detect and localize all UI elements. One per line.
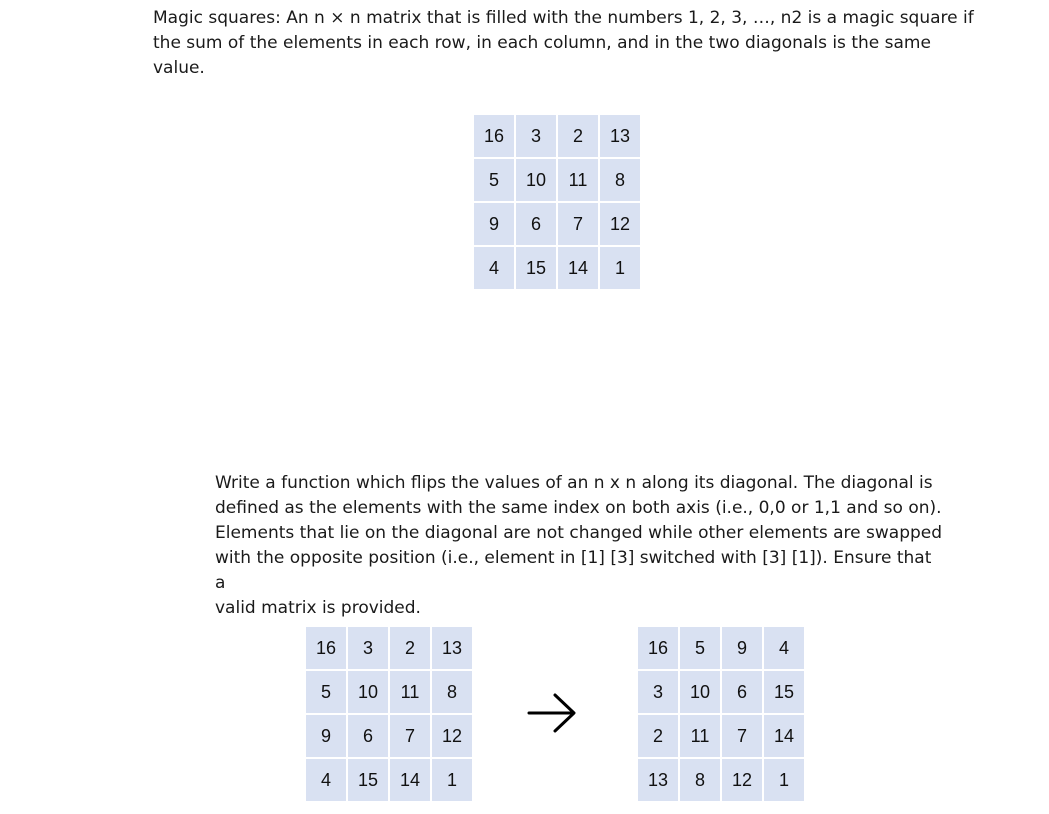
magic-square-cell: 10 <box>516 159 556 201</box>
output-matrix-cell: 3 <box>638 671 678 713</box>
magic-square-cell: 8 <box>600 159 640 201</box>
input-matrix-cell: 5 <box>306 671 346 713</box>
task-line: valid matrix is provided. <box>215 598 421 618</box>
input-matrix-cell: 3 <box>348 627 388 669</box>
task-line: Elements that lie on the diagonal are not changed while other elements are swapped <box>215 523 943 543</box>
output-matrix-cell: 10 <box>680 671 720 713</box>
task-line: with the opposite position (i.e., element in [1] [3] switched with [3] [1]). Ensure that a <box>215 548 932 593</box>
magic-square-cell: 2 <box>558 115 598 157</box>
right-arrow-icon <box>525 688 581 738</box>
magic-square-cell: 3 <box>516 115 556 157</box>
magic-square-cell: 11 <box>558 159 598 201</box>
intro-line: the sum of the elements in each row, in each column, and in the two diagonals is the same <box>153 33 931 53</box>
input-matrix-cell: 1 <box>432 759 472 801</box>
magic-square-cell: 13 <box>600 115 640 157</box>
output-matrix-cell: 2 <box>638 715 678 757</box>
input-matrix-cell: 7 <box>390 715 430 757</box>
output-matrix-cell: 8 <box>680 759 720 801</box>
output-matrix-cell: 7 <box>722 715 762 757</box>
intro-paragraph <box>153 6 1033 81</box>
input-matrix-cell: 2 <box>390 627 430 669</box>
output-matrix-cell: 4 <box>764 627 804 669</box>
task-line: defined as the elements with the same index on both axis (i.e., 0,0 or 1,1 and so on). <box>215 498 942 518</box>
output-matrix-cell: 14 <box>764 715 804 757</box>
input-matrix-cell: 9 <box>306 715 346 757</box>
input-matrix-cell: 15 <box>348 759 388 801</box>
output-matrix-cell: 6 <box>722 671 762 713</box>
magic-square-cell: 1 <box>600 247 640 289</box>
output-matrix-cell: 13 <box>638 759 678 801</box>
magic-square-cell: 14 <box>558 247 598 289</box>
magic-square-cell: 9 <box>474 203 514 245</box>
input-matrix-cell: 6 <box>348 715 388 757</box>
input-matrix-cell: 14 <box>390 759 430 801</box>
input-matrix-table <box>306 627 472 801</box>
output-matrix-cell: 5 <box>680 627 720 669</box>
input-matrix-cell: 13 <box>432 627 472 669</box>
magic-square-table <box>474 115 640 289</box>
input-matrix-cell: 8 <box>432 671 472 713</box>
magic-square-cell: 4 <box>474 247 514 289</box>
input-matrix-cell: 4 <box>306 759 346 801</box>
input-matrix-cell: 11 <box>390 671 430 713</box>
output-matrix-cell: 12 <box>722 759 762 801</box>
output-matrix-cell: 11 <box>680 715 720 757</box>
magic-square-cell: 5 <box>474 159 514 201</box>
intro-line: Magic squares: An n × n matrix that is filled with the numbers 1, 2, 3, …, n2 is a magic square if <box>153 8 974 28</box>
magic-square-cell: 16 <box>474 115 514 157</box>
output-matrix-cell: 9 <box>722 627 762 669</box>
output-matrix-table <box>638 627 804 801</box>
input-matrix-cell: 16 <box>306 627 346 669</box>
input-matrix-cell: 10 <box>348 671 388 713</box>
magic-square-cell: 6 <box>516 203 556 245</box>
task-paragraph <box>215 471 945 621</box>
task-line: Write a function which flips the values of an n x n along its diagonal. The diagonal is <box>215 473 933 493</box>
input-matrix-cell: 12 <box>432 715 472 757</box>
magic-square-cell: 7 <box>558 203 598 245</box>
output-matrix-cell: 15 <box>764 671 804 713</box>
output-matrix-cell: 16 <box>638 627 678 669</box>
magic-square-cell: 12 <box>600 203 640 245</box>
intro-line: value. <box>153 58 205 78</box>
magic-square-cell: 15 <box>516 247 556 289</box>
output-matrix-cell: 1 <box>764 759 804 801</box>
